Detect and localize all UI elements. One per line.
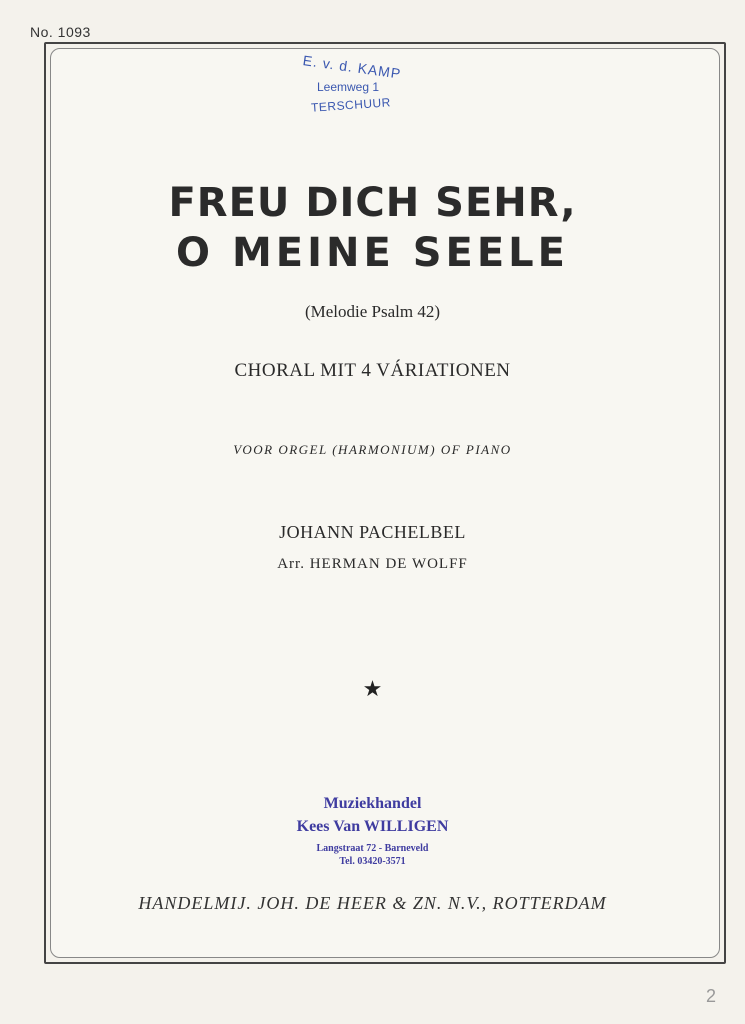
shop-stamp-address: Langstraat 72 - Barneveld xyxy=(316,843,429,854)
shop-stamp-owner: Kees Van WILLIGEN xyxy=(296,818,449,835)
stamp-town: TERSCHUUR xyxy=(310,95,392,115)
composer-name: JOHANN PACHELBEL xyxy=(279,522,466,542)
page-title xyxy=(0,178,745,278)
owner-stamp xyxy=(285,50,445,120)
stamp-name: E. v. d. KAMP xyxy=(301,52,403,82)
star-icon: ★ xyxy=(362,676,383,701)
choral-heading: CHORAL MIT 4 VÁRIATIONEN xyxy=(234,360,511,381)
handwritten-corner-mark: 2 xyxy=(706,986,717,1006)
shop-stamp-tel: Tel. 03420-3571 xyxy=(339,856,406,867)
melody-subtitle: (Melodie Psalm 42) xyxy=(304,302,441,321)
publisher-line: HANDELMIJ. JOH. DE HEER & ZN. N.V., ROTTERDAM xyxy=(138,893,607,913)
title-line-2: O MEINE SEELE xyxy=(176,230,569,276)
catalog-number: No. 1093 xyxy=(30,24,91,40)
shop-stamp-name: Muziekhandel xyxy=(323,795,422,812)
title-line-1: FREU DICH SEHR, xyxy=(168,180,577,226)
instrumentation: VOOR ORGEL (HARMONIUM) OF PIANO xyxy=(233,442,512,457)
arranger-name: Arr. HERMAN DE WOLFF xyxy=(277,556,468,572)
stamp-street: Leemweg 1 xyxy=(317,80,380,94)
